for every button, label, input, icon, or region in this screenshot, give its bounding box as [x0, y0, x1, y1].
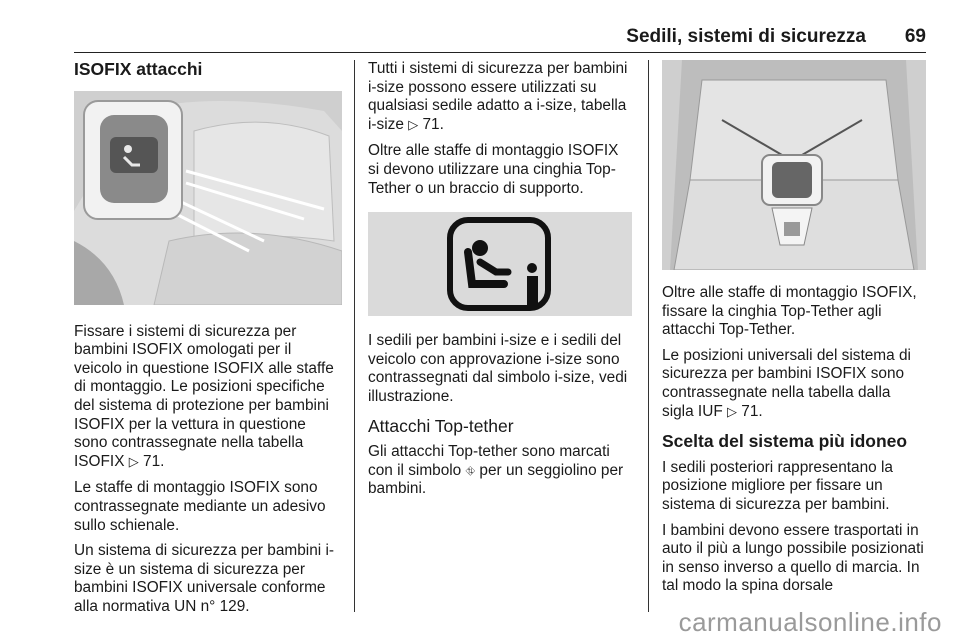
column-divider [354, 60, 355, 612]
choice-paragraph-1: I sedili posteriori rappresentano la posizione migliore per fissare un sistema di sicurezza per bambini. [662, 458, 893, 513]
page-title: Sedili, sistemi di sicurezza [626, 26, 866, 47]
isize-paragraph-2: Oltre alle staffe di montaggio ISOFIX si devono utilizzare una cinghia Top-Tether o un braccio di supporto. [368, 142, 619, 197]
page-reference-icon: ▷ [128, 454, 139, 470]
isofix-paragraph-1-ref: 71. [143, 452, 165, 470]
watermark: carmanualsonline.info [678, 607, 942, 637]
page-reference-icon: ▷ [727, 404, 738, 420]
page-reference-icon: ▷ [408, 117, 419, 133]
top-tether-paragraph-a: Gli attacchi Top-tether sono marcati con il simbolo [368, 443, 610, 479]
top-tether-paragraph-1: Oltre alle staffe di montaggio ISOFIX, fissare la cinghia Top-Tether agli attacchi Top-Tether. [662, 284, 917, 339]
choice-paragraph-2: I bambini devono essere trasportati in auto il più a lungo possibile posizionati in senso inverso a quello di marcia. In tal modo la spina dorsale [662, 521, 924, 595]
isize-paragraph-1-ref: 71. [422, 115, 444, 133]
isofix-paragraph-3: Un sistema di sicurezza per bambini i-size è un sistema di sicurezza per bambini ISOFIX universale conforme alla normativa UN n° 129. [74, 542, 335, 615]
section-heading-top-tether: Attacchi Top-tether [368, 415, 514, 436]
isize-paragraph-1: Tutti i sistemi di sicurezza per bambini i-size possono essere utilizzati su qualsiasi sedile adatto a i-size, tabella i-size [368, 60, 628, 133]
section-heading-isofix: ISOFIX attacchi [74, 59, 203, 79]
isize-paragraph-3: I sedili per bambini i-size e i sedili del veicolo con approvazione i-size sono contrassegnati dal simbolo i-size, vedi illustrazione. [368, 332, 628, 405]
section-heading-choice: Scelta del sistema più idoneo [662, 431, 908, 452]
page-number: 69 [904, 26, 926, 47]
column-1 [74, 60, 342, 624]
column-divider [648, 60, 649, 612]
top-tether-trunk-illustration [662, 60, 926, 270]
top-tether-paragraph-b: per un seggiolino per bambini. [368, 461, 624, 498]
page-header [74, 24, 926, 53]
iuf-paragraph: Le posizioni universali del sistema di sicurezza per bambini ISOFIX sono contrassegnate nella tabella dalla sigla IUF [662, 346, 911, 420]
top-tether-symbol-icon: ⛗ [465, 463, 476, 478]
isofix-seat-illustration [74, 91, 342, 305]
column-2 [368, 60, 632, 506]
column-3 [662, 60, 926, 603]
isofix-paragraph-1: Fissare i sistemi di sicurezza per bambini ISOFIX omologati per il veicolo in questione ISOFIX alle staffe di montaggio. Le posizioni specifiche del sistema di protezione per bambini ISOFIX per la vettura in questione sono contrassegnate nella tabella ISOFIX [74, 322, 334, 470]
isofix-paragraph-2: Le staffe di montaggio ISOFIX sono contrassegnate mediante un adesivo sullo schienale. [74, 479, 326, 534]
iuf-paragraph-ref: 71. [741, 402, 763, 420]
isize-symbol-illustration [368, 212, 632, 316]
